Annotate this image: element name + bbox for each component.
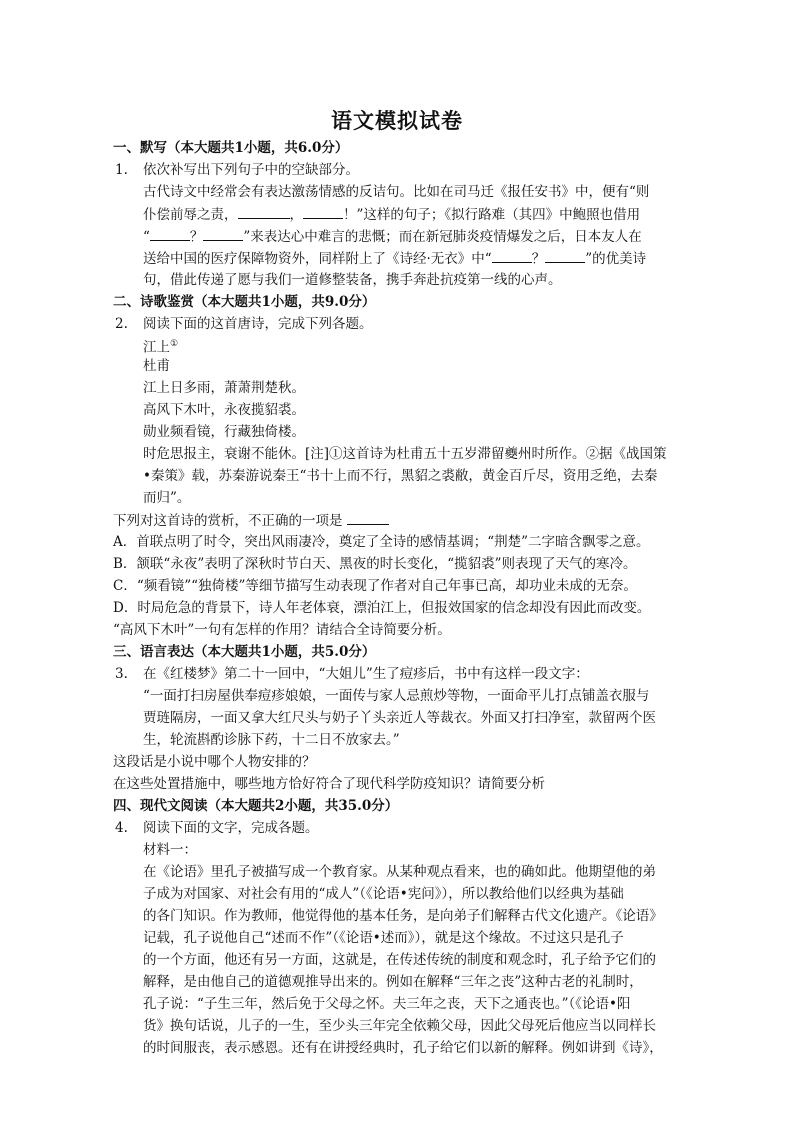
material-label: 材料一： [143,842,197,858]
answer-blank[interactable] [545,248,585,263]
text-fragment: ， [289,207,303,223]
section-heading-3: 三、语言表达（本大题共1小题，共5.0分） [113,644,376,660]
option-b[interactable]: B．颔联“永夜”表明了深秋时节白天、黑夜的时长变化，“揽貂裘”则表现了天气的寒冷。 [113,556,637,572]
text-fragment: 送给中国的医疗保障物资外，同样附上了《诗经·无衣》中“ [143,251,492,267]
question-text: 古代诗文中经常会有表达激荡情感的反诘句。比如在司马迁《报任安书》中，便有“则 [143,184,650,200]
quote-text: “一面打扫房屋供奉痘疹娘娘，一面传与家人忌煎炒等物，一面命平儿打点铺盖衣服与 [143,688,650,704]
question-ask [113,510,389,531]
answer-blank[interactable] [203,226,243,241]
quote-text: 贾琏隔房，一面又拿大红尺头与奶子丫头亲近人等裁衣。外面又打扫净室，款留两个医 [143,710,656,726]
footnote-mark: ① [170,339,179,349]
text-fragment: ”的优美诗 [585,251,647,267]
question-number: 3. [115,666,128,682]
question-text: 句，借此传递了愿与我们一道修整装备，携手奔赴抗疫第一线的心声。 [143,272,562,288]
question-text: 在《红楼梦》第二十一回中，“大姐儿”生了痘疹后，书中有这样一段文字： [143,666,589,682]
question-text [143,204,640,225]
page-title: 语文模拟试卷 [331,108,463,133]
section-heading-2: 二、诗歌鉴赏（本大题共1小题，共9.0分） [113,294,376,310]
passage-line: 的各门知识。作为教师，他觉得他的基本任务，是向弟子们解释古代文化遗产。《论语》 [143,908,663,924]
passage-line: 孔子说：“子生三年，然后免于父母之怀。夫三年之丧，天下之通丧也。”（《论语•阳 [143,996,631,1012]
question-number: 4. [115,820,128,836]
answer-blank[interactable] [238,204,290,219]
text-fragment: ？ [531,251,546,267]
passage-line: 的时间服丧，表示感恩。还有在讲授经典时，孔子给它们以新的解释。例如讲到《诗》， [143,1040,663,1056]
poem-author: 杜甫 [143,358,170,374]
question-number: 1. [115,162,128,178]
passage-line: 的一个方面，他还有另一方面，这就是，在传述传统的制度和观念时，孔子给予它们的 [143,952,656,968]
poem-line: 勋业频看镜，行藏独倚楼。 [143,424,305,440]
question-text: 阅读下面的这首唐诗，完成下列各题。 [143,316,373,332]
poem-line: 高风下木叶，永夜揽貂裘。 [143,402,305,418]
text-fragment: 下列对这首诗的赏析，不正确的一项是 [113,513,343,529]
answer-blank[interactable] [347,510,389,525]
option-d[interactable]: D．时局危急的背景下，诗人年老体衰，漂泊江上，但报效国家的信念却没有因此而改变。 [113,600,651,616]
passage-line: 记载，孔子说他自己“述而不作”（《论语•述而》），就是这个缘故。不过这只是孔子 [143,930,624,946]
passage-line: 货》换句话说，儿子的一生，至少头三年完全依赖父母，因此父母死后他应当以同样长 [143,1018,656,1034]
question-number: 2. [115,316,128,332]
answer-blank[interactable] [303,204,343,219]
quote-text: 生，轮流斟酌诊脉下药，十二日不放家去。” [143,732,400,748]
question-text: 阅读下面的文字，完成各题。 [143,820,319,836]
question-ask: 在这些处置措施中，哪些地方恰好符合了现代科学防疫知识？请简要分析 [113,776,545,792]
passage-line: 子成为对国家、对社会有用的“成人”（《论语•宪问》），所以教给他们以经典为基础 [143,886,624,902]
poem-title [143,334,178,358]
question-text [143,226,642,247]
text-fragment: ？ [189,229,204,245]
passage-line: 在《论语》里孔子被描写成一个教育家。从某种观点看来，也的确如此。他期望他的弟 [143,864,656,880]
question-ask: “高风下木叶”一句有怎样的作用？请结合全诗简要分析。 [113,622,451,638]
poem-line: 江上日多雨，萧萧荆楚秋。 [143,380,305,396]
text-fragment: “ [143,229,150,245]
section-heading-4: 四、现代文阅读（本大题共2小题，共35.0分） [113,798,399,814]
text-fragment: ！”这样的句子；《拟行路难（其四》中鲍照也借用 [343,207,641,223]
poem-title-text: 江上 [143,339,170,356]
question-text [143,248,646,269]
option-c[interactable]: C．“频看镜”“独倚楼”等细节描写生动表现了作者对自己年事已高，却功业未成的无奈。 [113,578,637,594]
text-fragment: 仆偿前辱之责， [143,207,238,223]
answer-blank[interactable] [150,226,190,241]
poem-note: 而归”。 [143,490,191,506]
question-text: 依次补写出下列句子中的空缺部分。 [143,162,359,178]
answer-blank[interactable] [492,248,532,263]
poem-line: 时危思报主，衰谢不能休。[注]①这首诗为杜甫五十五岁滞留夔州时所作。②据《战国策 [143,446,667,462]
poem-note: •秦策》载，苏秦游说秦王“书十上而不行，黑貂之裘敝，黄金百斤尽，资用乏绝，去秦 [143,468,658,484]
section-heading-1: 一、默写（本大题共1小题，共6.0分） [113,140,349,156]
passage-line: 解释，是由他自己的道德观推导出来的。例如在解释“三年之丧”这种古老的礼制时， [143,974,643,990]
option-a[interactable]: A．首联点明了时令，突出风雨凄冷，奠定了全诗的感情基调；“荆楚”二字暗含飘零之意。 [113,534,650,550]
text-fragment: ”来表达心中难言的悲慨；而在新冠肺炎疫情爆发之后，日本友人在 [243,229,642,245]
question-ask: 这段话是小说中哪个人物安排的？ [113,754,316,770]
